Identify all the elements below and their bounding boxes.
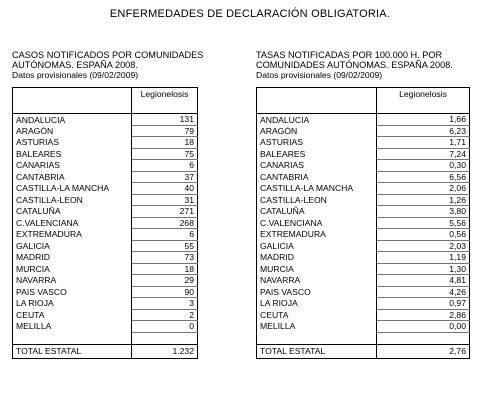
region-name: CASTILLA-LA MANCHA [257,183,377,195]
cases-table [12,87,198,359]
cases-note: Datos provisionales (09/02/2009) [12,70,139,80]
region-value: 1,71 [377,137,470,149]
region-value: 5,56 [377,217,470,229]
region-value: 0 [132,321,198,333]
table-row [13,275,198,287]
region-value: 40 [132,183,198,195]
table-row [13,148,198,160]
table-row [257,217,470,229]
region-name: NAVARRA [13,275,132,287]
table-row [13,321,198,333]
region-name: BALEARES [13,148,132,160]
region-name: EXTREMADURA [13,229,132,241]
table-row [257,183,470,195]
rates-table [256,87,470,359]
region-name: LA RIOJA [13,298,132,310]
region-value: 6,23 [377,125,470,137]
table-row [13,125,198,137]
region-value: 4,81 [377,275,470,287]
column-header: Legionelosis [377,88,470,114]
table-row [13,240,198,252]
region-value: 37 [132,171,198,183]
total-value: 1.232 [132,344,198,358]
region-value: 18 [132,263,198,275]
region-name: MURCIA [13,263,132,275]
region-value: 2,86 [377,309,470,321]
table-row [257,148,470,160]
region-value: 1,19 [377,252,470,264]
table-row [257,309,470,321]
region-name: ASTURIAS [257,137,377,149]
region-name: ARAGÓN [257,125,377,137]
table-row [257,194,470,206]
region-value: 2 [132,309,198,321]
region-name: CANARIAS [257,160,377,172]
table-row [257,298,470,310]
region-value: 79 [132,125,198,137]
cases-panel [12,50,247,356]
region-value: 268 [132,217,198,229]
table-row [257,240,470,252]
total-row [13,344,198,358]
table-row [13,194,198,206]
region-value: 73 [132,252,198,264]
region-name: MADRID [13,252,132,264]
table-row [13,229,198,241]
spacer-row [257,332,470,344]
table-row [13,206,198,218]
region-name: GALICIA [13,240,132,252]
rates-title-line2: COMUNIDADES AUTÓNOMAS. ESPAÑA 2008. [256,60,453,70]
region-value: 1,26 [377,194,470,206]
region-name: CANTABRIA [257,171,377,183]
region-value: 0,30 [377,160,470,172]
region-value: 75 [132,148,198,160]
cases-title-line2: AUTÓNOMAS. ESPAÑA 2008. [12,60,138,70]
region-value: 131 [132,114,198,126]
header-blank-cell [13,88,132,114]
region-value: 18 [132,137,198,149]
region-value: 3,80 [377,206,470,218]
region-name: EXTREMADURA [257,229,377,241]
region-value: 6 [132,229,198,241]
region-name: ANDALUCIA [257,114,377,126]
region-value: 0,97 [377,298,470,310]
table-row [13,160,198,172]
region-value: 55 [132,240,198,252]
table-row [257,160,470,172]
region-name: C.VALENCIANA [13,217,132,229]
region-value: 29 [132,275,198,287]
table-row [257,286,470,298]
table-row [257,275,470,287]
region-name: ANDALUCIA [13,114,132,126]
total-label: TOTAL ESTATAL [257,344,377,358]
region-value: 0,00 [377,321,470,333]
region-name: PAIS VASCO [257,286,377,298]
spacer-cell [13,332,132,344]
region-value: 31 [132,194,198,206]
region-value: 4,26 [377,286,470,298]
table-row [257,321,470,333]
table-row [257,229,470,241]
region-value: 0,56 [377,229,470,241]
region-name: MADRID [257,252,377,264]
page-title: ENFERMEDADES DE DECLARACIÓN OBLIGATORIA. [109,8,391,20]
region-value: 7,24 [377,148,470,160]
region-name: MELILLA [257,321,377,333]
table-row [257,114,470,126]
region-name: BALEARES [257,148,377,160]
region-value: 271 [132,206,198,218]
region-value: 90 [132,286,198,298]
region-value: 2,06 [377,183,470,195]
rates-title-line1: TASAS NOTIFICADAS POR 100.000 H. POR [256,50,443,60]
cases-title-line1: CASOS NOTIFICADOS POR COMUNIDADES [12,50,204,60]
table-row [257,137,470,149]
region-name: ARAGÓN [13,125,132,137]
region-value: 2,03 [377,240,470,252]
table-row [13,217,198,229]
table-row [257,125,470,137]
table-header-row [257,88,470,114]
region-name: CASTILLA-LEON [257,194,377,206]
region-name: C.VALENCIANA [257,217,377,229]
table-row [13,286,198,298]
region-name: CATALUÑA [257,206,377,218]
table-row [13,137,198,149]
region-name: PAIS VASCO [13,286,132,298]
spacer-cell [257,332,377,344]
table-row [13,252,198,264]
spacer-row [13,332,198,344]
region-value: 3 [132,298,198,310]
region-name: CEUTA [257,309,377,321]
cases-table-body [13,88,198,359]
table-row [13,114,198,126]
table-row [13,309,198,321]
region-name: CASTILLA-LA MANCHA [13,183,132,195]
table-row [13,183,198,195]
table-row [257,252,470,264]
rates-panel [256,50,491,356]
table-row [13,263,198,275]
region-name: CASTILLA-LEON [13,194,132,206]
table-row [257,263,470,275]
region-value: 6,56 [377,171,470,183]
region-name: CEUTA [13,309,132,321]
total-row [257,344,470,358]
table-row [13,298,198,310]
region-value: 1,66 [377,114,470,126]
region-name: CATALUÑA [13,206,132,218]
region-name: MURCIA [257,263,377,275]
spacer-cell [132,332,198,344]
header-blank-cell [257,88,377,114]
region-name: ASTURIAS [13,137,132,149]
total-value: 2,76 [377,344,470,358]
table-row [13,171,198,183]
table-row [257,171,470,183]
column-header: Legionelosis [132,88,198,114]
region-name: LA RIOJA [257,298,377,310]
region-name: CANARIAS [13,160,132,172]
region-name: MELILLA [13,321,132,333]
region-value: 6 [132,160,198,172]
table-header-row [13,88,198,114]
table-row [257,206,470,218]
region-name: CANTABRIA [13,171,132,183]
region-name: GALICIA [257,240,377,252]
rates-note: Datos provisionales (09/02/2009) [256,70,383,80]
spacer-cell [377,332,470,344]
region-name: NAVARRA [257,275,377,287]
rates-table-body [257,88,470,359]
region-value: 1,30 [377,263,470,275]
total-label: TOTAL ESTATAL [13,344,132,358]
